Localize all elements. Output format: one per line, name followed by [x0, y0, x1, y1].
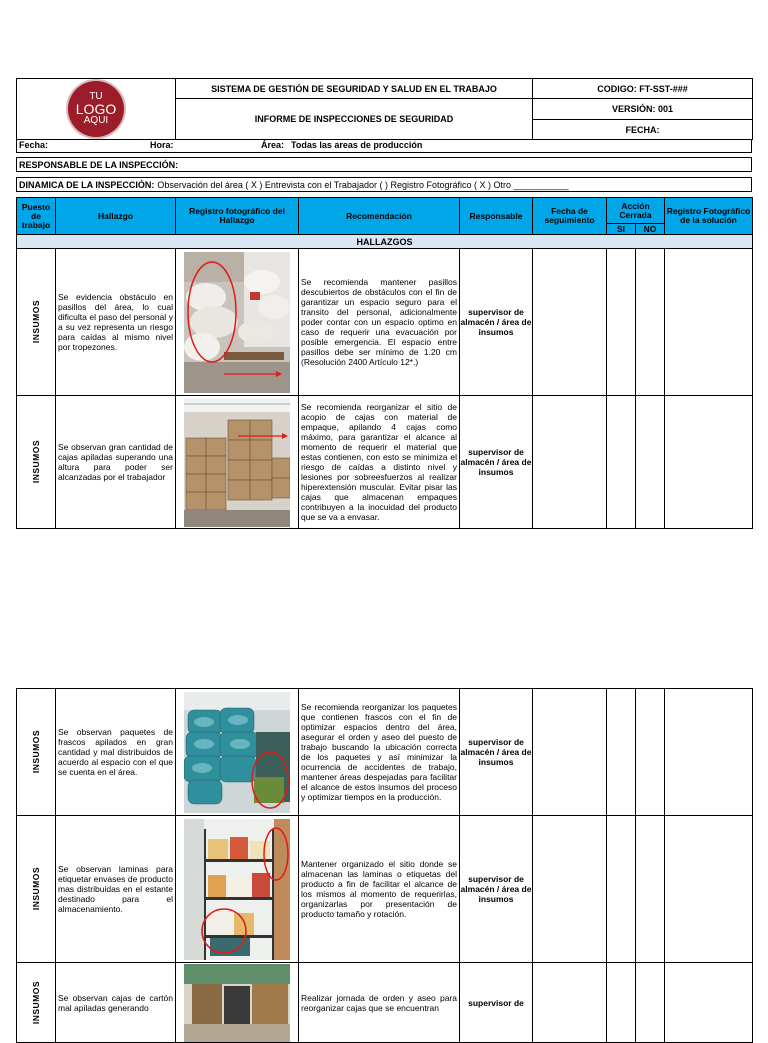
document-version: VERSIÓN: 001	[533, 99, 753, 120]
table-row	[17, 816, 753, 963]
puesto-text: INSUMOS	[31, 730, 41, 774]
fecha-seguimiento-cell[interactable]	[533, 816, 607, 963]
registro-solucion-cell[interactable]	[665, 816, 753, 963]
registro-solucion-cell[interactable]	[665, 689, 753, 816]
responsable-cell: supervisor de almacén / área de insumos	[460, 396, 533, 529]
col-registro-solucion: Registro Fotográfico de la solución	[665, 198, 753, 235]
puesto-text: INSUMOS	[31, 300, 41, 344]
puesto-text: INSUMOS	[31, 980, 41, 1025]
si-cell[interactable]	[607, 963, 636, 1043]
no-cell[interactable]	[636, 249, 665, 396]
inspection-responsible-row	[16, 157, 752, 172]
section-row	[17, 235, 753, 249]
photo-cell	[176, 816, 299, 963]
no-cell[interactable]	[636, 963, 665, 1043]
hallazgo-cell: Se observan cajas de cartón mal apiladas generando	[56, 963, 176, 1043]
puesto-text: INSUMOS	[31, 440, 41, 484]
document-date: FECHA:	[533, 120, 753, 140]
puesto-cell	[17, 689, 56, 816]
stacked-boxes-photo	[184, 398, 290, 527]
table-row	[17, 249, 753, 396]
company-logo	[68, 81, 124, 137]
hallazgo-cell: Se observan laminas para etiquetar envases de producto mas distribuidas en el estante destinado para el almacenamiento.	[56, 816, 176, 963]
fecha-seguimiento-cell[interactable]	[533, 396, 607, 529]
recomendacion-cell: Se recomienda reorganizar los paquetes que contienen frascos con el fin de optimizar espacios dentro del área, asegurar el orden y aseo del puesto de trabajo buscando la ubicación correcta de los paquetes y así minimizar la ocurrencia de accidentes de trabajo, mantener áreas despejadas para facilitar el alcance de estos insumos del proceso y optimizar tiempos en la producción.	[299, 689, 460, 816]
area-label: Área:	[261, 140, 285, 150]
si-cell[interactable]	[607, 689, 636, 816]
si-cell[interactable]	[607, 249, 636, 396]
table-row	[17, 396, 753, 529]
logo-text-tu: TU	[89, 91, 103, 102]
hallazgo-cell: Se evidencia obstáculo en pasillos del área, lo cual dificulta el paso del personal y a su vez representa un riesgo para caídas al mismo nivel por tropezones.	[56, 249, 176, 396]
col-hallazgo: Hallazgo	[56, 198, 176, 235]
bottle-packages-photo	[184, 692, 290, 813]
responsable-cell: supervisor de almacén / área de insumos	[460, 816, 533, 963]
hallazgo-cell: Se observan gran cantidad de cajas apiladas superando una altura para poder ser alcanzadas por el trabajador	[56, 396, 176, 529]
photo-cell	[176, 689, 299, 816]
si-cell[interactable]	[607, 396, 636, 529]
findings-table-continued	[16, 688, 753, 1043]
bags-in-aisle-photo	[184, 252, 290, 393]
fecha-seguimiento-cell[interactable]	[533, 689, 607, 816]
hallazgo-cell: Se observan paquetes de frascos apilados en gran cantidad y mal distribuidos de acuerdo al espacio con el que se cuenta en el área.	[56, 689, 176, 816]
puesto-cell	[17, 816, 56, 963]
puesto-cell	[17, 963, 56, 1043]
report-title: INFORME DE INSPECCIONES DE SEGURIDAD	[176, 99, 533, 140]
document-header	[16, 78, 753, 140]
recomendacion-cell: Realizar jornada de orden y aseo para reorganizar cajas que se encuentran	[299, 963, 460, 1043]
col-recomendacion: Recomendación	[299, 198, 460, 235]
logo-text-logo: LOGO	[75, 101, 117, 117]
col-puesto: Puesto de trabajo	[17, 198, 56, 235]
recomendacion-cell: Se recomienda mantener pasillos descubiertos de obstáculos con el fin de garantizar un espacio seguro para el transito del personal, adicionalmente poder contar con un espacio optimo en caso de requerir una evacuación por posible emergencia. El espacio entre pasillos debe ser mínimo de 1.20 cm (Resolución 2400 Artículo 12*.)	[299, 249, 460, 396]
recomendacion-cell: Se recomienda reorganizar el sitio de acopio de cajas con material de empaque, apilando 4 cajas como máximo, para garantizar el alcance al momento de requerir el material que estas contienen, con esto se minimiza el riesgo de caídas a distinto nivel y lesiones por sobreesfuerzos al realizar hiperextensión muscular. Evitar pisar las cajas que almacenan empaques contribuyen a la inocuidad del producto que se va a envasar.	[299, 396, 460, 529]
no-cell[interactable]	[636, 689, 665, 816]
puesto-cell	[17, 396, 56, 529]
registro-solucion-cell[interactable]	[665, 963, 753, 1043]
responsable-cell: supervisor de almacén / área de insumos	[460, 689, 533, 816]
fecha-label: Fecha:	[19, 140, 49, 150]
col-registro: Registro fotográfico del Hallazgo	[176, 198, 299, 235]
column-header-row	[17, 198, 753, 224]
findings-table	[16, 197, 753, 529]
section-label: HALLAZGOS	[17, 235, 753, 249]
cardboard-boxes-photo	[184, 964, 290, 1042]
dinamica-value: Observación del área ( X ) Entrevista con el Trabajador ( ) Registro Fotográfico ( X ) Otro ___________	[157, 179, 569, 190]
col-no: NO	[636, 224, 665, 235]
inspection-dynamics-row	[16, 177, 752, 192]
fecha-seguimiento-cell[interactable]	[533, 249, 607, 396]
col-fecha-seguimiento: Fecha de seguimiento	[533, 198, 607, 235]
logo-cell	[17, 79, 176, 140]
logo-text-aqui: AQUI	[83, 115, 109, 126]
responsable-cell: supervisor de almacén / área de insumos	[460, 249, 533, 396]
no-cell[interactable]	[636, 816, 665, 963]
system-title: SISTEMA DE GESTIÓN DE SEGURIDAD Y SALUD EN EL TRABAJO	[176, 79, 533, 99]
table-row	[17, 689, 753, 816]
responsable-cell: supervisor de	[460, 963, 533, 1043]
col-accion-cerrada: Acción Cerrada	[607, 198, 665, 224]
col-responsable: Responsable	[460, 198, 533, 235]
document-code: CODIGO: FT-SST-###	[533, 79, 753, 99]
label-shelf-photo	[184, 819, 290, 960]
puesto-text: INSUMOS	[31, 867, 41, 911]
registro-solucion-cell[interactable]	[665, 396, 753, 529]
area-value: Todas las areas de producción	[291, 140, 423, 150]
recomendacion-cell: Mantener organizado el sitio donde se almacenan las laminas o etiquetas del producto a fin de facilitar el alcance de los mismos al momento de requerirlas, organizarlas por presentación de producto tamaño y rotación.	[299, 816, 460, 963]
registro-solucion-cell[interactable]	[665, 249, 753, 396]
fecha-seguimiento-cell[interactable]	[533, 963, 607, 1043]
photo-cell	[176, 249, 299, 396]
responsable-label: RESPONSABLE DE LA INSPECCIÓN:	[19, 159, 179, 170]
dinamica-label: DINAMICA DE LA INSPECCIÓN:	[19, 179, 155, 190]
date-time-area-row	[16, 139, 752, 153]
no-cell[interactable]	[636, 396, 665, 529]
hora-label: Hora:	[150, 140, 174, 150]
table-row	[17, 963, 753, 1043]
photo-cell	[176, 963, 299, 1043]
col-si: SI	[607, 224, 636, 235]
puesto-cell	[17, 249, 56, 396]
si-cell[interactable]	[607, 816, 636, 963]
photo-cell	[176, 396, 299, 529]
